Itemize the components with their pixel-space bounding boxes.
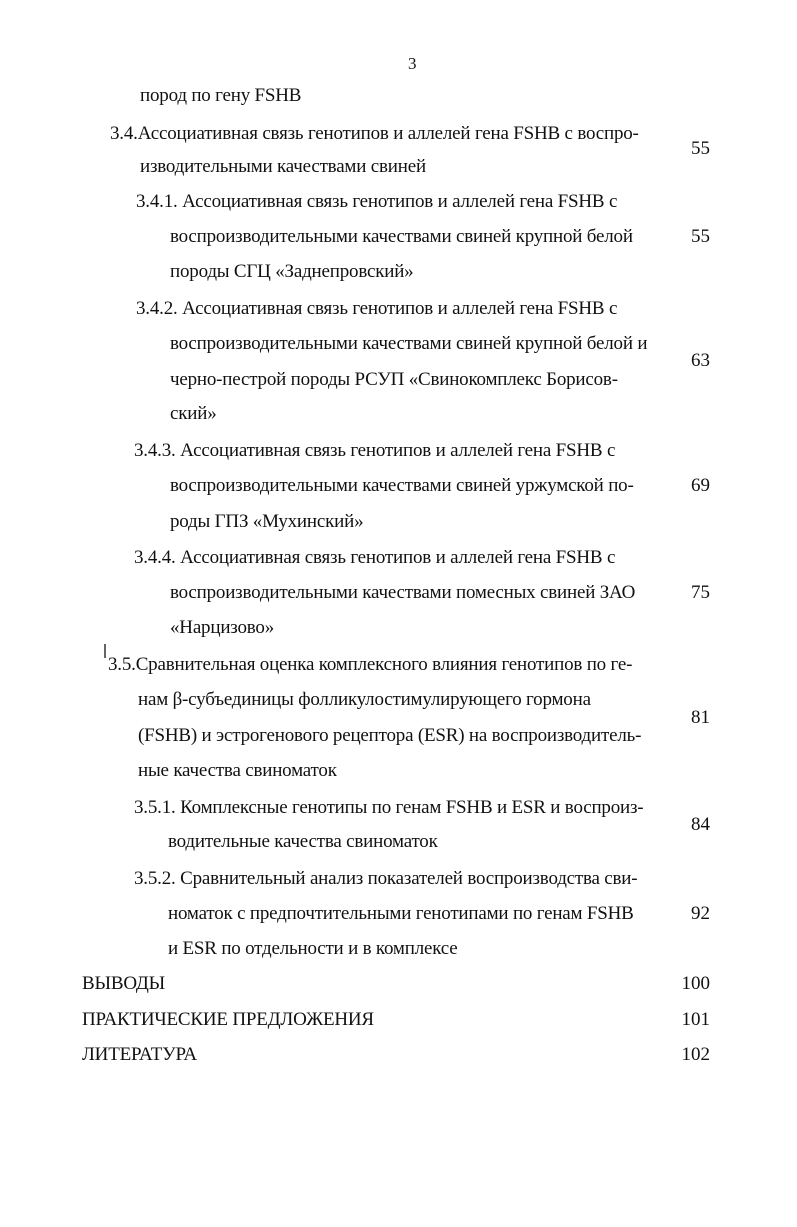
toc-line: черно-пестрой породы РСУП «Свинокомплекс Борисов- — [170, 369, 618, 390]
toc-line: пород по гену FSHB — [140, 85, 302, 106]
toc-line: роды ГПЗ «Мухинский» — [170, 511, 364, 532]
toc-line: 3.4.3. Ассоциативная связь генотипов и аллелей гена FSHB с — [134, 440, 616, 461]
toc-line: ВЫВОДЫ — [82, 973, 166, 994]
toc-line: (FSHB) и эстрогенового рецептора (ESR) на воспроизводитель- — [138, 725, 642, 746]
toc-line: и ESR по отдельности и в комплексе — [168, 938, 458, 959]
toc-line: ные качества свиноматок — [138, 760, 337, 781]
toc-page-number: 92 — [691, 903, 710, 924]
toc-line: 3.4.4. Ассоциативная связь генотипов и аллелей гена FSHB с — [134, 547, 616, 568]
toc-page-number: 75 — [691, 582, 710, 603]
toc-page-number: 100 — [681, 973, 710, 994]
toc-line: изводительными качествами свиней — [140, 156, 426, 177]
toc-line: воспроизводительными качествами свиней крупной белой — [170, 226, 633, 247]
toc-page-number: 55 — [691, 138, 710, 159]
toc-page-number: 84 — [691, 814, 710, 835]
toc-line: воспроизводительными качествами помесных свиней ЗАО — [170, 582, 636, 603]
toc-line: 3.4.2. Ассоциативная связь генотипов и аллелей гена FSHB с — [136, 298, 618, 319]
toc-page-number: 81 — [691, 707, 710, 728]
toc-line: 3.5.2. Сравнительный анализ показателей воспроизводства сви- — [134, 868, 638, 889]
toc-line: номаток с предпочтительными генотипами по генам FSHB — [168, 903, 634, 924]
toc-line: воспроизводительными качествами свиней уржумской по- — [170, 475, 634, 496]
page-number: 3 — [408, 54, 417, 73]
toc-page-number: 55 — [691, 226, 710, 247]
toc-line: воспроизводительными качествами свиней крупной белой и — [170, 333, 648, 354]
toc-line: «Нарцизово» — [170, 617, 275, 638]
scan-mark — [104, 644, 106, 658]
toc-line: нам β-субъединицы фолликулостимулирующего гормона — [138, 689, 591, 710]
toc-line: 3.4.1. Ассоциативная связь генотипов и аллелей гена FSHB с — [136, 191, 618, 212]
toc-line: водительные качества свиноматок — [168, 831, 438, 852]
toc-page-number: 101 — [681, 1009, 710, 1030]
toc-line: ЛИТЕРАТУРА — [82, 1044, 197, 1065]
toc-line: породы СГЦ «Заднепровский» — [170, 261, 414, 282]
toc-line: 3.5.1. Комплексные генотипы по генам FSHB и ESR и воспроиз- — [134, 797, 644, 818]
toc-page-number: 69 — [691, 475, 710, 496]
toc-page-number: 102 — [681, 1044, 710, 1065]
toc-line: ПРАКТИЧЕСКИЕ ПРЕДЛОЖЕНИЯ — [82, 1009, 374, 1030]
toc-line: 3.5.Сравнительная оценка комплексного влияния генотипов по ге- — [108, 654, 633, 675]
toc-line: ский» — [170, 403, 217, 424]
toc-page-number: 63 — [691, 350, 710, 371]
toc-line: 3.4.Ассоциативная связь генотипов и аллелей гена FSHB с воспро- — [110, 123, 639, 144]
